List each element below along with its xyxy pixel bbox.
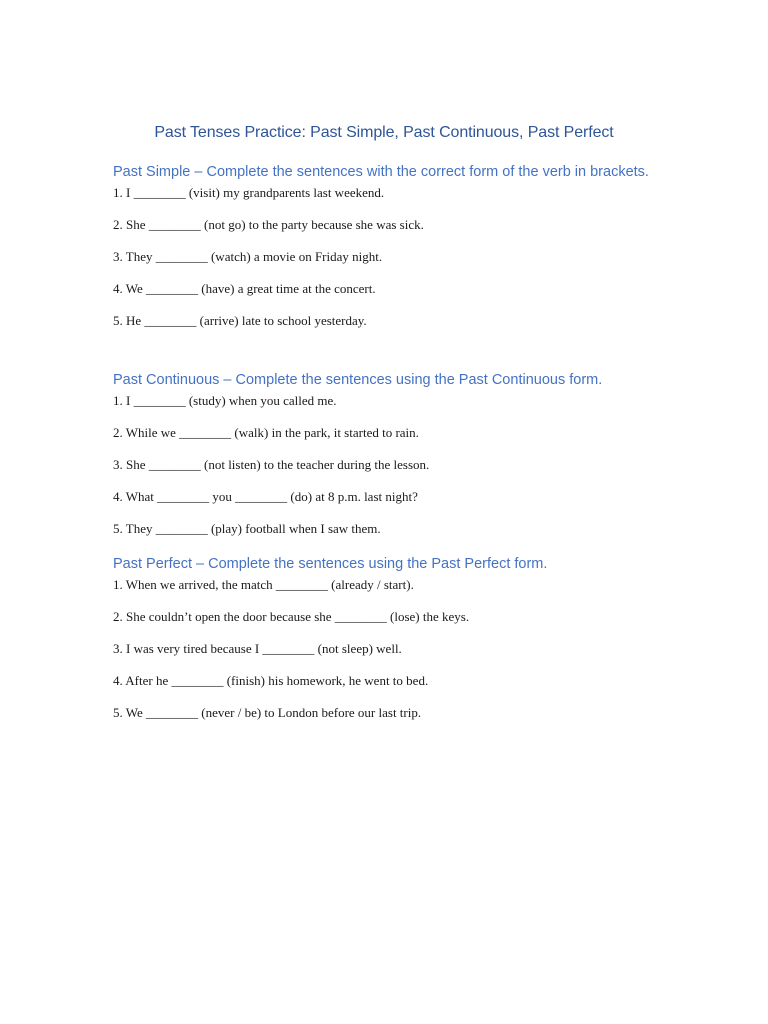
section-heading: Past Simple – Complete the sentences with the correct form of the verb in brackets. [113, 164, 649, 180]
question-item: 4. What ________ you ________ (do) at 8 p.m. last night? [113, 489, 418, 504]
section-past-simple [113, 161, 653, 329]
question-item: 1. When we arrived, the match ________ (already / start). [113, 577, 414, 592]
section-heading: Past Continuous – Complete the sentences using the Past Continuous form. [113, 372, 603, 388]
question-item: 2. She couldn’t open the door because she ________ (lose) the keys. [113, 609, 470, 624]
document-title: Past Tenses Practice: Past Simple, Past Continuous, Past Perfect [154, 124, 614, 141]
question-item: 4. We ________ (have) a great time at the concert. [113, 281, 376, 296]
question-item: 3. I was very tired because I ________ (not sleep) well. [113, 641, 402, 656]
section-heading: Past Perfect – Complete the sentences using the Past Perfect form. [113, 556, 548, 572]
question-item: 2. While we ________ (walk) in the park, it started to rain. [113, 425, 419, 440]
question-item: 5. We ________ (never / be) to London before our last trip. [113, 705, 422, 720]
question-list [113, 577, 673, 721]
question-item: 5. They ________ (play) football when I saw them. [113, 521, 381, 536]
question-list [113, 185, 653, 329]
question-item: 1. I ________ (visit) my grandparents last weekend. [113, 185, 385, 200]
question-item: 2. She ________ (not go) to the party because she was sick. [113, 217, 424, 232]
question-item: 1. I ________ (study) when you called me. [113, 393, 337, 408]
question-item: 4. After he ________ (finish) his homework, he went to bed. [113, 673, 429, 688]
question-list [113, 393, 673, 537]
question-item: 3. She ________ (not listen) to the teacher during the lesson. [113, 457, 430, 472]
question-item: 5. He ________ (arrive) late to school yesterday. [113, 313, 367, 328]
section-past-perfect [113, 553, 673, 721]
section-past-continuous [113, 369, 673, 537]
question-item: 3. They ________ (watch) a movie on Friday night. [113, 249, 383, 264]
